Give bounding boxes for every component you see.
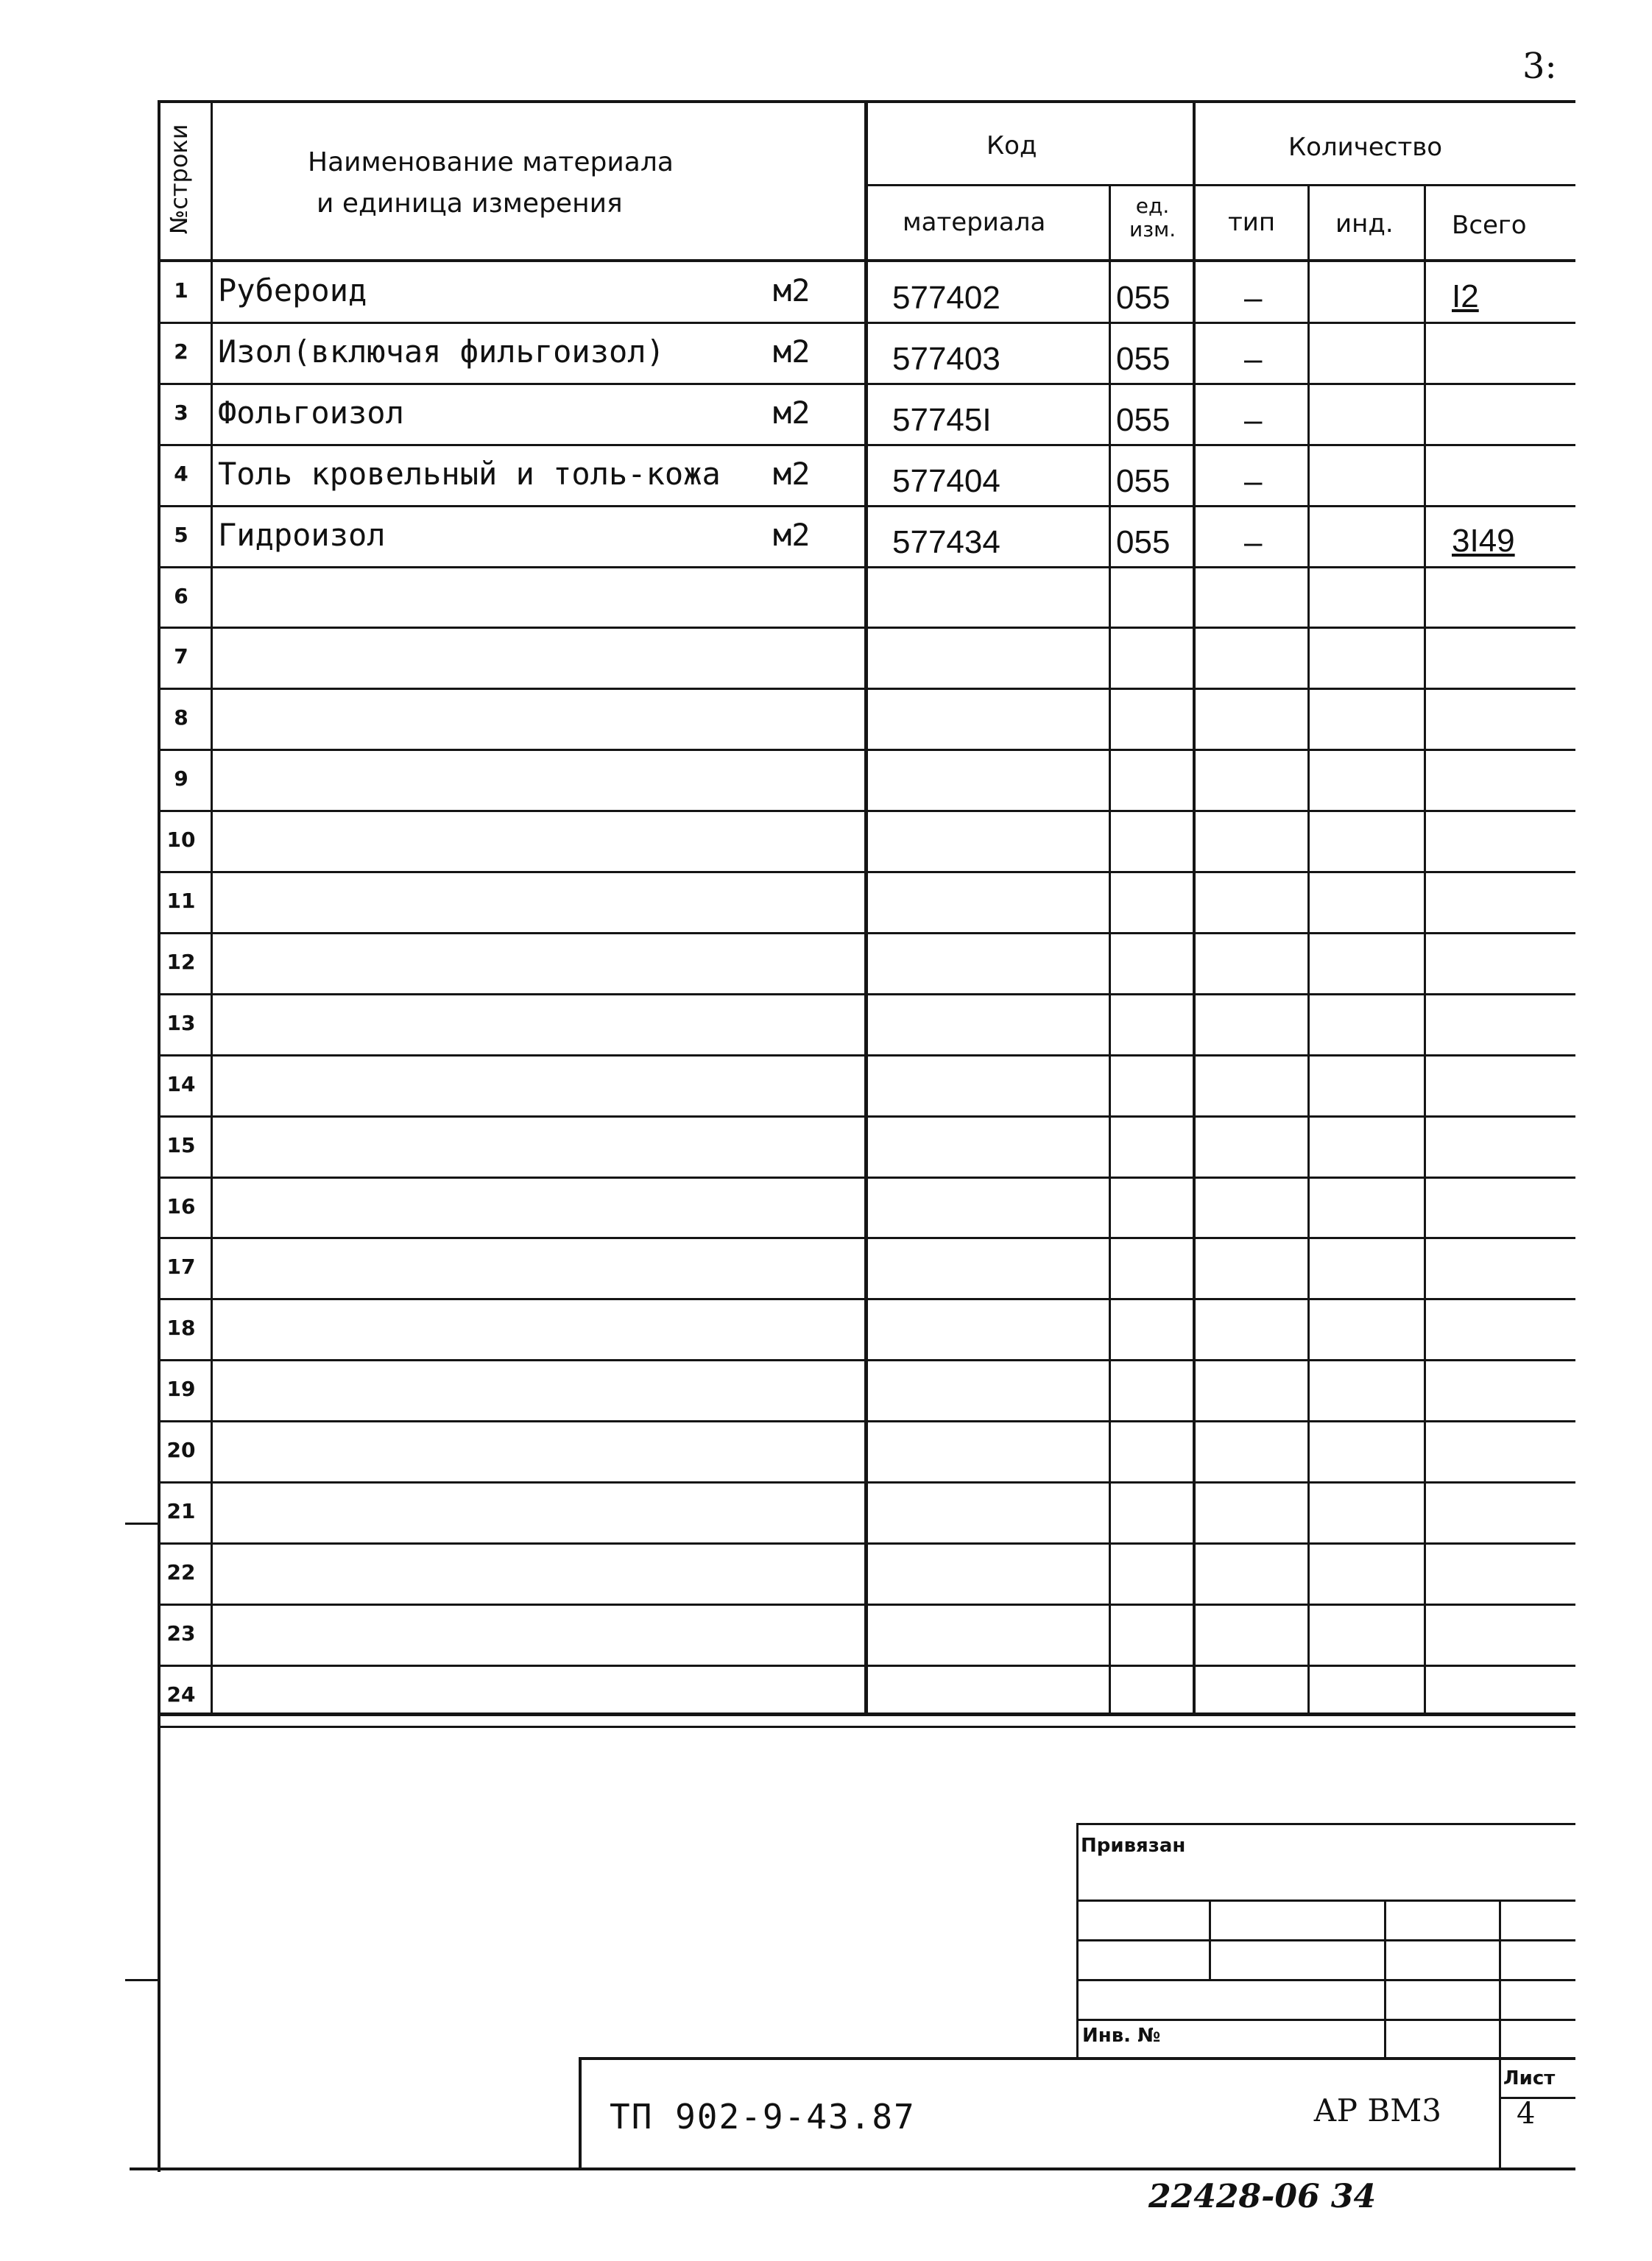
row-separator <box>158 566 1575 568</box>
row-separator <box>158 1359 1575 1361</box>
row-unit-code: 055 <box>1116 280 1171 316</box>
header-row-no: №строки <box>165 124 193 234</box>
header-code: Код <box>986 131 1037 161</box>
stamp-sheet-line <box>1499 2097 1575 2099</box>
row-unit-code: 055 <box>1116 524 1171 560</box>
col-line-material <box>1109 184 1111 1715</box>
row-material-name: Рубероид <box>218 272 367 308</box>
row-separator <box>158 993 1575 995</box>
row-number: 4 <box>174 462 188 486</box>
row-number: 21 <box>166 1499 196 1523</box>
header-code-unit: ед. изм. <box>1129 194 1176 241</box>
stamp-title-left <box>579 2057 582 2169</box>
row-separator <box>158 1542 1575 1545</box>
row-number: 2 <box>174 339 188 364</box>
row-number: 1 <box>174 278 188 303</box>
header-name-line2: и единица измерения <box>317 188 623 219</box>
row-separator <box>158 444 1575 446</box>
col-line-type <box>1307 184 1310 1715</box>
row-qty-type: – <box>1244 280 1263 316</box>
row-unit-code: 055 <box>1116 341 1171 377</box>
row-separator <box>158 1481 1575 1484</box>
stamp-vline-3 <box>1499 1900 1501 2169</box>
footer-number: 22428-06 34 <box>1148 2178 1377 2215</box>
row-qty-type: – <box>1244 341 1263 377</box>
header-name: Наименование материала <box>308 147 674 177</box>
header-qty-type: тип <box>1228 208 1276 237</box>
col-line-ind <box>1424 184 1426 1715</box>
row-unit: м2 <box>773 395 811 431</box>
row-qty-total: 3I49 <box>1452 523 1515 559</box>
row-number: 23 <box>166 1621 196 1646</box>
margin-tick-2 <box>125 1979 159 1981</box>
row-material-code: 577402 <box>892 280 1000 316</box>
header-sub-line <box>866 184 1575 186</box>
row-material-name: Гидроизол <box>218 517 386 553</box>
row-number: 18 <box>166 1316 196 1340</box>
row-number: 17 <box>166 1255 196 1279</box>
row-number: 7 <box>174 644 188 669</box>
row-number: 19 <box>166 1377 196 1401</box>
col-line-name <box>864 100 868 1715</box>
row-separator <box>158 932 1575 934</box>
row-separator <box>158 749 1575 751</box>
row-number: 10 <box>166 828 196 852</box>
row-separator <box>158 1604 1575 1606</box>
row-separator <box>158 1054 1575 1057</box>
row-qty-type: – <box>1244 402 1263 438</box>
col-line-unit <box>1193 100 1196 1715</box>
row-separator <box>158 383 1575 385</box>
row-number: 13 <box>166 1011 196 1035</box>
stamp-bottom-border <box>130 2167 1575 2170</box>
row-qty-type: – <box>1244 463 1263 499</box>
row-separator <box>158 627 1575 629</box>
header-qty-total: Всего <box>1452 211 1527 240</box>
row-separator <box>158 871 1575 873</box>
row-separator <box>158 810 1575 812</box>
row-separator <box>158 1665 1575 1667</box>
margin-tick-1 <box>125 1523 159 1525</box>
row-material-code: 577434 <box>892 524 1000 560</box>
row-unit: м2 <box>773 334 811 370</box>
row-material-name: Фольгоизол <box>218 395 404 431</box>
row-number: 11 <box>166 889 196 913</box>
page-number: 3: <box>1522 46 1557 87</box>
row-material-name: Толь кровельный и толь-кожа <box>218 456 721 492</box>
row-number: 6 <box>174 584 188 608</box>
row-number: 22 <box>166 1560 196 1584</box>
row-number: 24 <box>166 1682 196 1707</box>
stamp-left-border <box>158 1715 160 2172</box>
row-unit-code: 055 <box>1116 402 1171 438</box>
row-separator <box>158 1115 1575 1118</box>
row-separator <box>158 1237 1575 1239</box>
col-line-rowno <box>211 100 213 1715</box>
row-separator <box>158 505 1575 507</box>
row-unit-code: 055 <box>1116 463 1171 499</box>
stamp-inv-no: Инв. № <box>1082 2025 1161 2047</box>
row-separator <box>158 322 1575 324</box>
row-number: 9 <box>174 766 188 791</box>
row-unit: м2 <box>773 456 811 492</box>
row-qty-type: – <box>1244 524 1263 560</box>
stamp-sheet-mark: АР ВМ3 <box>1313 2092 1442 2128</box>
header-quantity: Количество <box>1288 133 1443 162</box>
row-number: 12 <box>166 950 196 974</box>
stamp-sheet-label: Лист <box>1503 2067 1556 2089</box>
stamp-sheet-number: 4 <box>1517 2097 1536 2131</box>
row-number: 5 <box>174 523 188 547</box>
stamp-doc-code: ТП 902-9-43.87 <box>610 2097 916 2137</box>
row-material-code: 577403 <box>892 341 1000 377</box>
row-number: 8 <box>174 705 188 730</box>
row-number: 14 <box>166 1072 196 1096</box>
row-qty-total: I2 <box>1452 278 1479 314</box>
row-unit: м2 <box>773 272 811 308</box>
row-separator <box>158 1420 1575 1422</box>
row-separator <box>158 688 1575 690</box>
row-number: 16 <box>166 1194 196 1218</box>
row-material-name: Изол(включая фильгоизол) <box>218 334 665 370</box>
row-number: 20 <box>166 1438 196 1462</box>
row-separator <box>158 1726 1575 1728</box>
stamp-title-top <box>579 2057 1575 2060</box>
stamp-linked-top <box>1076 1823 1575 1825</box>
header-qty-ind: инд. <box>1335 209 1394 239</box>
row-material-code: 577404 <box>892 463 1000 499</box>
stamp-vline-2 <box>1384 1900 1386 2059</box>
stamp-vline-1 <box>1209 1900 1211 1980</box>
row-number: 3 <box>174 401 188 425</box>
row-separator <box>158 1177 1575 1179</box>
row-material-code: 57745I <box>892 402 992 438</box>
row-number: 15 <box>166 1133 196 1157</box>
stamp-linked: Привязан <box>1081 1835 1186 1857</box>
header-code-material: материала <box>903 208 1046 237</box>
row-separator <box>158 1298 1575 1300</box>
row-unit: м2 <box>773 517 811 553</box>
